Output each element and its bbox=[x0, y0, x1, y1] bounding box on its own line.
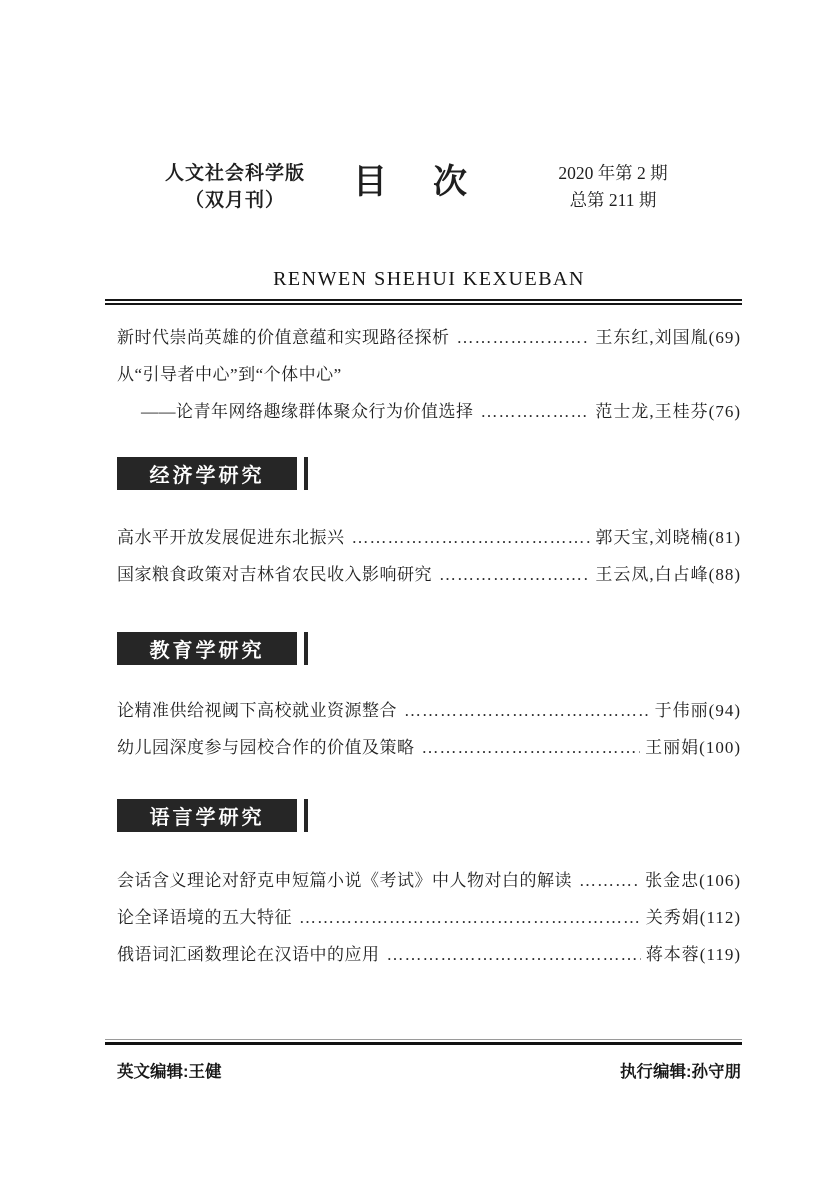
dot-leader bbox=[481, 400, 591, 424]
article-row bbox=[117, 906, 741, 930]
section-heading-bar bbox=[304, 632, 308, 665]
edition-name: 人文社会科学版 bbox=[164, 163, 305, 184]
double-rule-bottom bbox=[105, 1039, 742, 1045]
article-row bbox=[117, 526, 741, 550]
article-authors-page: 王丽娟(100) bbox=[645, 738, 741, 757]
footer-executive-editor: 执行编辑:孙守朋 bbox=[620, 1063, 741, 1081]
issue-year-number: 2020 年第 2 期 bbox=[558, 163, 668, 183]
article-title: 论精准供给视阈下高校就业资源整合 bbox=[117, 701, 397, 720]
article-title: 高水平开放发展促进东北振兴 bbox=[117, 528, 345, 547]
section-heading bbox=[117, 457, 308, 490]
section-article-list bbox=[117, 699, 741, 773]
article-title: 论全译语境的五大特征 bbox=[117, 908, 292, 927]
article-row bbox=[117, 699, 741, 723]
article-title: 从“引导者中心”到“个体中心” bbox=[117, 365, 342, 384]
section-article-list bbox=[117, 326, 741, 437]
section-heading-box: 教育学研究 bbox=[117, 632, 297, 665]
double-rule-top bbox=[105, 299, 742, 305]
dot-leader bbox=[404, 699, 650, 723]
section-heading bbox=[117, 632, 308, 665]
header bbox=[117, 160, 741, 214]
dot-leader bbox=[579, 869, 640, 893]
article-authors-page: 张金忠(106) bbox=[645, 871, 741, 890]
article-row bbox=[117, 363, 741, 387]
article-row bbox=[117, 869, 741, 893]
section-heading-box: 语言学研究 bbox=[117, 799, 297, 832]
article-authors-page: 范士龙,王桂芬(76) bbox=[595, 402, 741, 421]
article-title: 会话含义理论对舒克申短篇小说《考试》中人物对白的解读 bbox=[117, 871, 572, 890]
article-authors-page: 王云凤,白占峰(88) bbox=[595, 565, 741, 584]
article-authors-page: 关秀娟(112) bbox=[645, 908, 741, 927]
article-title: ——论青年网络趣缘群体聚众行为价值选择 bbox=[141, 402, 474, 421]
article-title: 俄语词汇函数理论在汉语中的应用 bbox=[117, 945, 380, 964]
article-row bbox=[117, 943, 741, 967]
article-row bbox=[117, 563, 741, 587]
content-area bbox=[117, 0, 741, 1193]
article-title: 幼儿园深度参与园校合作的价值及策略 bbox=[117, 738, 415, 757]
issue-cumulative-number: 总第 211 期 bbox=[569, 190, 657, 210]
toc-title: 目 次 bbox=[353, 163, 473, 201]
article-authors-page: 郭天宝,刘晓楠(81) bbox=[595, 528, 741, 547]
section-heading-box: 经济学研究 bbox=[117, 457, 297, 490]
dot-leader bbox=[439, 563, 590, 587]
section-article-list bbox=[117, 869, 741, 980]
article-row bbox=[117, 326, 741, 350]
dot-leader bbox=[352, 526, 591, 550]
section-heading-bar bbox=[304, 457, 308, 490]
issue-block bbox=[473, 160, 753, 214]
dot-leader bbox=[457, 326, 591, 350]
section-article-list bbox=[117, 526, 741, 600]
section-heading bbox=[117, 799, 308, 832]
footer-english-editor: 英文编辑:王健 bbox=[117, 1063, 222, 1081]
article-title: 新时代崇尚英雄的价值意蕴和实现路径探析 bbox=[117, 328, 450, 347]
article-authors-page: 王东红,刘国胤(69) bbox=[595, 328, 741, 347]
article-authors-page: 蒋本蓉(119) bbox=[645, 945, 741, 964]
article-row bbox=[117, 400, 741, 424]
dot-leader bbox=[422, 736, 641, 760]
article-row bbox=[117, 736, 741, 760]
pinyin-title: RENWEN SHEHUI KEXUEBAN bbox=[273, 268, 585, 290]
footer bbox=[117, 1058, 741, 1082]
article-title: 国家粮食政策对吉林省农民收入影响研究 bbox=[117, 565, 432, 584]
edition-frequency: （双月刊） bbox=[184, 190, 285, 211]
dot-leader bbox=[387, 943, 641, 967]
article-authors-page: 于伟丽(94) bbox=[654, 701, 741, 720]
section-heading-bar bbox=[304, 799, 308, 832]
edition-block bbox=[117, 160, 353, 214]
dot-leader bbox=[299, 906, 641, 930]
